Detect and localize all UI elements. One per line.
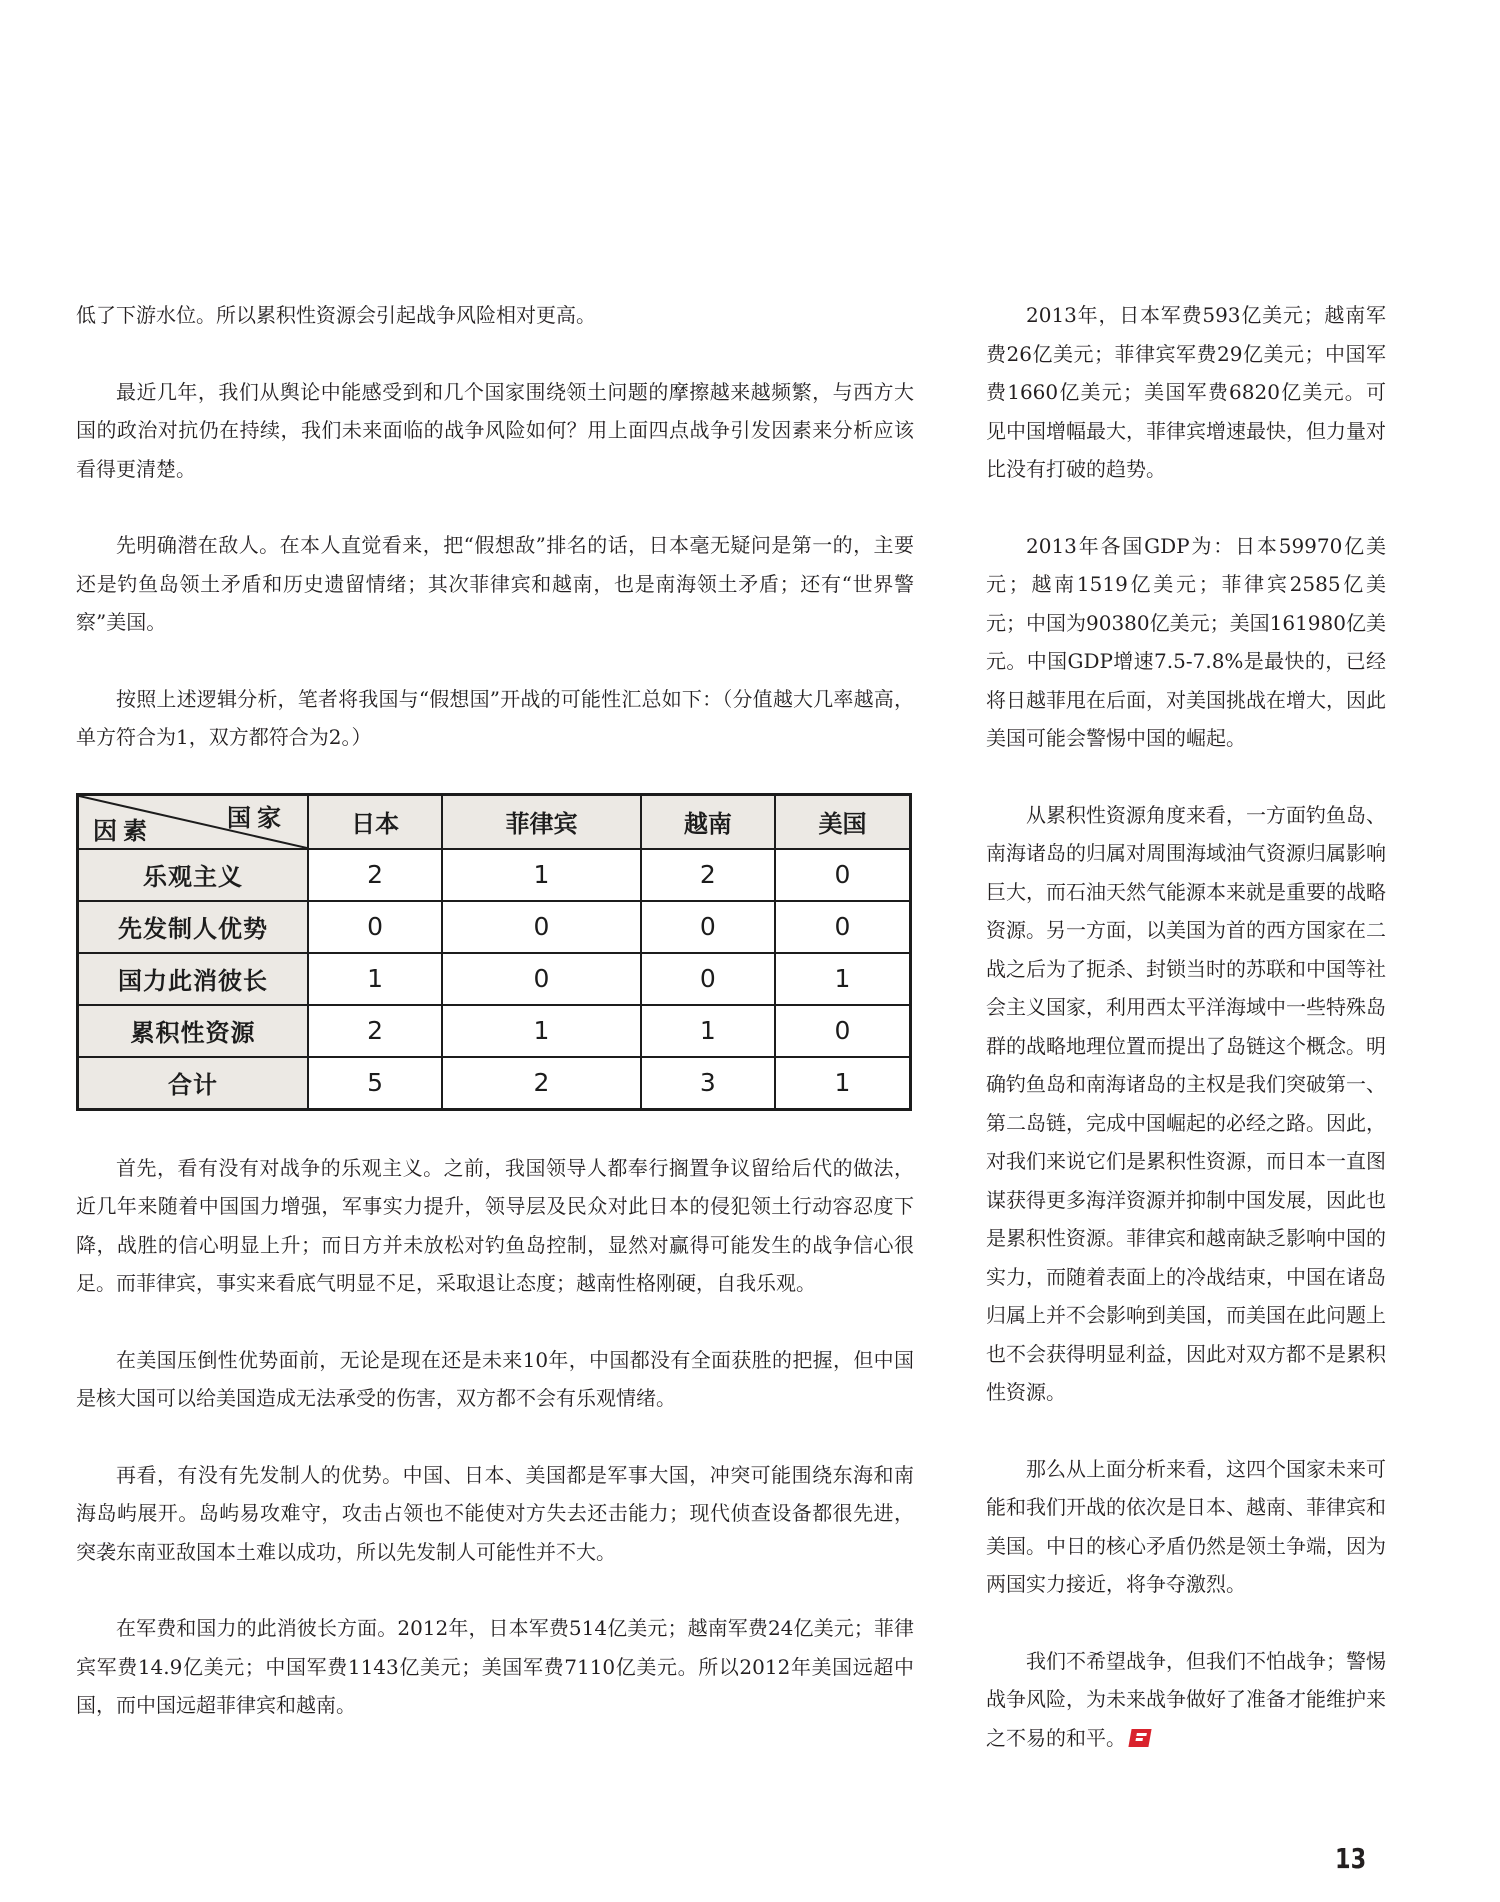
paragraph: 按照上述逻辑分析，笔者将我国与“假想国”开战的可能性汇总如下：（分值越大几率越高，单方符合为1，双方都符合为2。）: [76, 686, 914, 749]
paragraph: 再看，有没有先发制人的优势。中国、日本、美国都是军事大国，冲突可能围绕东海和南海岛屿展开。岛屿易攻难守，攻击占领也不能使对方失去还击能力；现代侦查设备都很先进，突袭东南亚敌国本土难以成功，所以先发制人可能性并不大。: [76, 1462, 914, 1564]
paragraph: 2013年各国GDP为：日本59970亿美元；越南1519亿美元；菲律宾2585亿美元；中国为90380亿美元；美国161980亿美元。中国GDP增速7.5-7.8%是最快的，已经将日越菲甩在后面，对美国挑战在增大，因此美国可能会警惕中国的崛起。: [986, 533, 1386, 750]
row-label: 累积性资源: [78, 1005, 309, 1057]
war-likelihood-table: [76, 793, 912, 1111]
magazine-logo-icon: [1128, 1729, 1151, 1747]
column-header: 越南: [641, 794, 775, 849]
table-total-row: [78, 1057, 911, 1110]
war-likelihood-table-container: [76, 793, 912, 1111]
paragraph: 在美国压倒性优势面前，无论是现在还是未来10年，中国都没有全面获胜的把握，但中国是核大国可以给美国造成无法承受的伤害，双方都不会有乐观情绪。: [76, 1347, 914, 1410]
table-cell: 5: [308, 1057, 442, 1110]
closing-text: 我们不希望战争，但我们不怕战争；警惕战争风险，为未来战争做好了准备才能维护来之不易的和平。: [986, 1648, 1386, 1750]
paragraph: 2013年，日本军费593亿美元；越南军费26亿美元；菲律宾军费29亿美元；中国军费1660亿美元；美国军费6820亿美元。可见中国增幅最大，菲律宾增速最快，但力量对比没有打破的趋势。: [986, 303, 1386, 481]
column-header: 日本: [308, 794, 442, 849]
row-label: 乐观主义: [78, 849, 309, 901]
left-column: [76, 296, 914, 1725]
corner-label-factors: 因素: [93, 816, 153, 845]
page-number: 13: [1335, 1842, 1367, 1875]
paragraph: 在军费和国力的此消彼长方面。2012年，日本军费514亿美元；越南军费24亿美元；菲律宾军费14.9亿美元；中国军费1143亿美元；美国军费7110亿美元。所以2012年美国远超中国，而中国远超菲律宾和越南。: [76, 1616, 914, 1717]
table-cell: 0: [775, 901, 911, 953]
table-corner-cell: [78, 794, 309, 849]
table-cell: 0: [641, 953, 775, 1005]
column-header: 美国: [775, 794, 911, 849]
table-cell: 1: [775, 953, 911, 1005]
table-cell: 2: [442, 1057, 641, 1110]
table-cell: 0: [641, 901, 775, 953]
paragraph: 首先，看有没有对战争的乐观主义。之前，我国领导人都奉行搁置争议留给后代的做法，近几年来随着中国国力增强，军事实力提升，领导层及民众对此日本的侵犯领土行动容忍度下降，战胜的信心明显上升；而日方并未放松对钓鱼岛控制，显然对赢得可能发生的战争信心很足。而菲律宾，事实来看底气明显不足，采取退让态度；越南性格刚硬，自我乐观。: [76, 1155, 914, 1295]
table-cell: 2: [641, 849, 775, 901]
paragraph: 先明确潜在敌人。在本人直觉看来，把“假想敌”排名的话，日本毫无疑问是第一的，主要还是钓鱼岛领土矛盾和历史遗留情绪；其次菲律宾和越南，也是南海领土矛盾；还有“世界警察”美国。: [76, 533, 914, 634]
table-row: [78, 953, 911, 1005]
table-cell: 1: [442, 1005, 641, 1057]
paragraph: 那么从上面分析来看，这四个国家未来可能和我们开战的依次是日本、越南、菲律宾和美国。中日的核心矛盾仍然是领土争端，因为两国实力接近，将争夺激烈。: [986, 1456, 1386, 1596]
table-header-row: [78, 794, 911, 849]
table-row: [78, 1005, 911, 1057]
row-label: 先发制人优势: [78, 901, 309, 953]
table-cell: 3: [641, 1057, 775, 1110]
row-label: 国力此消彼长: [78, 953, 309, 1005]
table-cell: 0: [442, 953, 641, 1005]
row-label: 合计: [78, 1057, 309, 1110]
table-cell: 0: [442, 901, 641, 953]
column-header: 菲律宾: [442, 794, 641, 849]
table-cell: 2: [308, 849, 442, 901]
corner-label-countries: 国家: [227, 803, 287, 832]
paragraph: 从累积性资源角度来看，一方面钓鱼岛、南海诸岛的归属对周围海域油气资源归属影响巨大，而石油天然气能源本来就是重要的战略资源。另一方面，以美国为首的西方国家在二战之后为了扼杀、封锁当时的苏联和中国等社会主义国家，利用西太平洋海域中一些特殊岛群的战略地理位置而提出了岛链这个概念。明确钓鱼岛和南海诸岛的主权是我们突破第一、第二岛链，完成中国崛起的必经之路。因此，对我们来说它们是累积性资源，而日本一直图谋获得更多海洋资源并抑制中国发展，因此也是累积性资源。菲律宾和越南缺乏影响中国的实力，而随着表面上的冷战结束，中国在诸岛归属上并不会影响到美国，而美国在此问题上也不会获得明显利益，因此对双方都不是累积性资源。: [986, 802, 1386, 1404]
table-cell: 1: [308, 953, 442, 1005]
table-cell: 1: [442, 849, 641, 901]
paragraph: 低了下游水位。所以累积性资源会引起战争风险相对更高。: [76, 303, 596, 327]
table-cell: 2: [308, 1005, 442, 1057]
closing-paragraph: [986, 1642, 1386, 1758]
table-row: [78, 901, 911, 953]
table-cell: 0: [775, 849, 911, 901]
table-cell: 1: [641, 1005, 775, 1057]
table-cell: 0: [775, 1005, 911, 1057]
table-row: [78, 849, 911, 901]
paragraph: 最近几年，我们从舆论中能感受到和几个国家围绕领土问题的摩擦越来越频繁，与西方大国的政治对抗仍在持续，我们未来面临的战争风险如何？用上面四点战争引发因素来分析应该看得更清楚。: [76, 379, 914, 481]
table-cell: 0: [308, 901, 442, 953]
table-cell: 1: [775, 1057, 911, 1110]
right-column: [986, 296, 1386, 1757]
